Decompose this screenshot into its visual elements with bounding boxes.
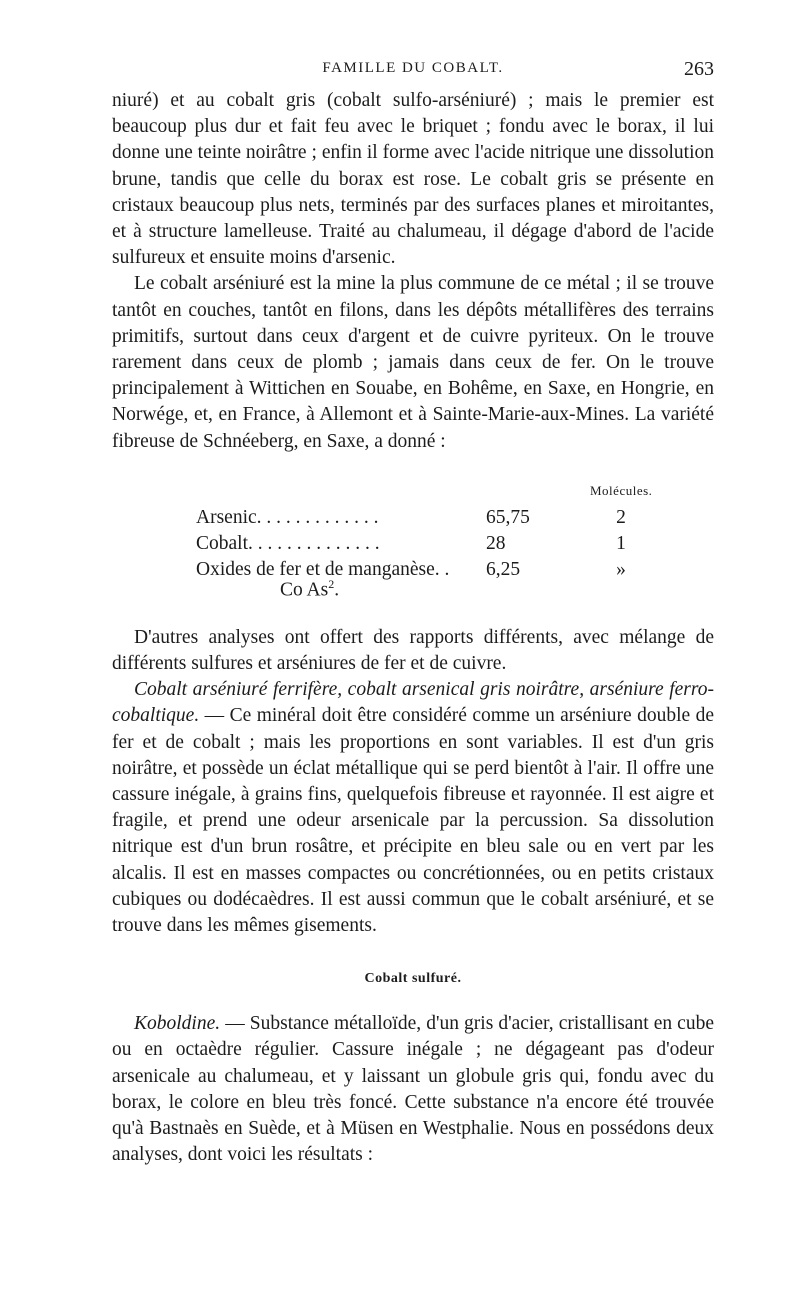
element-name: Oxides de fer et de manganèse. .: [196, 558, 450, 580]
analysis-table: [112, 459, 714, 607]
element-name: Cobalt. . . . . . . . . . . . . .: [196, 532, 380, 554]
running-title: FAMILLE DU COBALT.: [322, 60, 504, 76]
paragraph-text: — Ce minéral doit être considéré comme un arséniure double de fer et de cobalt ; mais les proportions en sont variables. Il est d'un gris noirâtre, et possède un éclat métallique qui se perd bientôt à l'air. Il offre une cassure inégale, à grains fins, quelquefois fibreuse et rayonnée. Il est aigre et fragile, et prend une odeur arsenicale par la percussion. Sa dissolution nitrique est d'un brun rosâtre, et précipite en bleu sale ou en vert par les alcalis. Il est en masses compactes ou concrétionnées, ou en petits cristaux cubiques ou dodécaèdres. Il est aussi commun que le cobalt arséniuré, et se trouve dans les mêmes gisements.: [112, 705, 714, 937]
italic-term: Cobalt arséniuré ferrifère, cobalt arsenical gris noirâtre, arséniure ferro-cobaltique.: [112, 679, 714, 727]
paragraph-cobalt-ferrifere: [112, 677, 714, 939]
element-molecules: 2: [616, 506, 626, 528]
element-name: Arsenic. . . . . . . . . . . . .: [196, 506, 379, 528]
section-heading: Cobalt sulfuré.: [364, 971, 462, 987]
element-value: 28: [486, 532, 506, 554]
analysis-row: [196, 559, 716, 585]
paragraph-other-analyses: D'autres analyses ont offert des rapports différents, avec mélange de différents sulfures et arséniures de fer et de cuivre.: [112, 626, 714, 675]
analysis-row: [196, 507, 716, 533]
paragraph-text: — Substance métalloïde, d'un gris d'acier, cristallisant en cube ou en octaèdre régulier. Cassure inégale ; ne dégageant pas d'odeur arsenicale au chalumeau, et y laissant un globule gris qui, fondu avec du borax, le colore en bleu très foncé. Cette substance n'a encore été trouvée qu'à Bastnaès en Suède, et à Müsen en Westphalie. Nous en possédons deux analyses, dont voici les résultats :: [112, 1013, 714, 1166]
formula-end: .: [334, 579, 340, 601]
chemical-formula: [280, 577, 339, 602]
book-page: [112, 58, 714, 1169]
molecules-column-header: Molécules.: [590, 482, 653, 498]
paragraph-cobalt-arseniure: Le cobalt arséniuré est la mine la plus commune de ce métal ; il se trouve tantôt en couches, tantôt en filons, dans les dépôts métallifères des terrains primitifs, surtout dans ceux d'argent et de cuivre pyriteux. On le trouve rarement dans ceux de plomb ; jamais dans ceux de fer. On le trouve principalement à Wittichen en Souabe, en Bohême, en Saxe, en Hongrie, en Norwége, et, en France, à Allemont et à Sainte-Marie-aux-Mines. La variété fibreuse de Schnéeberg, en Saxe, a donné :: [112, 273, 714, 452]
formula-base: Co As: [280, 579, 329, 601]
formula-superscript: 2: [328, 576, 335, 591]
analysis-row: [196, 533, 716, 559]
element-value: 6,25: [486, 558, 521, 580]
page-number: 263: [684, 58, 714, 80]
paragraph-koboldine: [112, 1011, 714, 1168]
running-head: [112, 58, 714, 88]
element-molecules: 1: [616, 532, 626, 554]
italic-term: Koboldine.: [134, 1013, 221, 1035]
paragraph-continuation: niuré) et au cobalt gris (cobalt sulfo-arséniuré) ; mais le premier est beaucoup plus dur et fait feu avec le briquet ; fondu avec le borax, il lui donne une teinte noirâtre ; enfin il forme avec l'acide nitrique une dissolution brune, tandis que celle du borax est rose. Le cobalt gris se présente en cristaux beaucoup plus nets, terminés par des surfaces planes et miroitantes, et à structure lamelleuse. Traité au chalumeau, il dégage d'abord de l'acide sulfureux et ensuite moins d'arsenic.: [112, 90, 714, 269]
element-value: 65,75: [486, 506, 530, 528]
element-molecules: »: [616, 558, 626, 580]
